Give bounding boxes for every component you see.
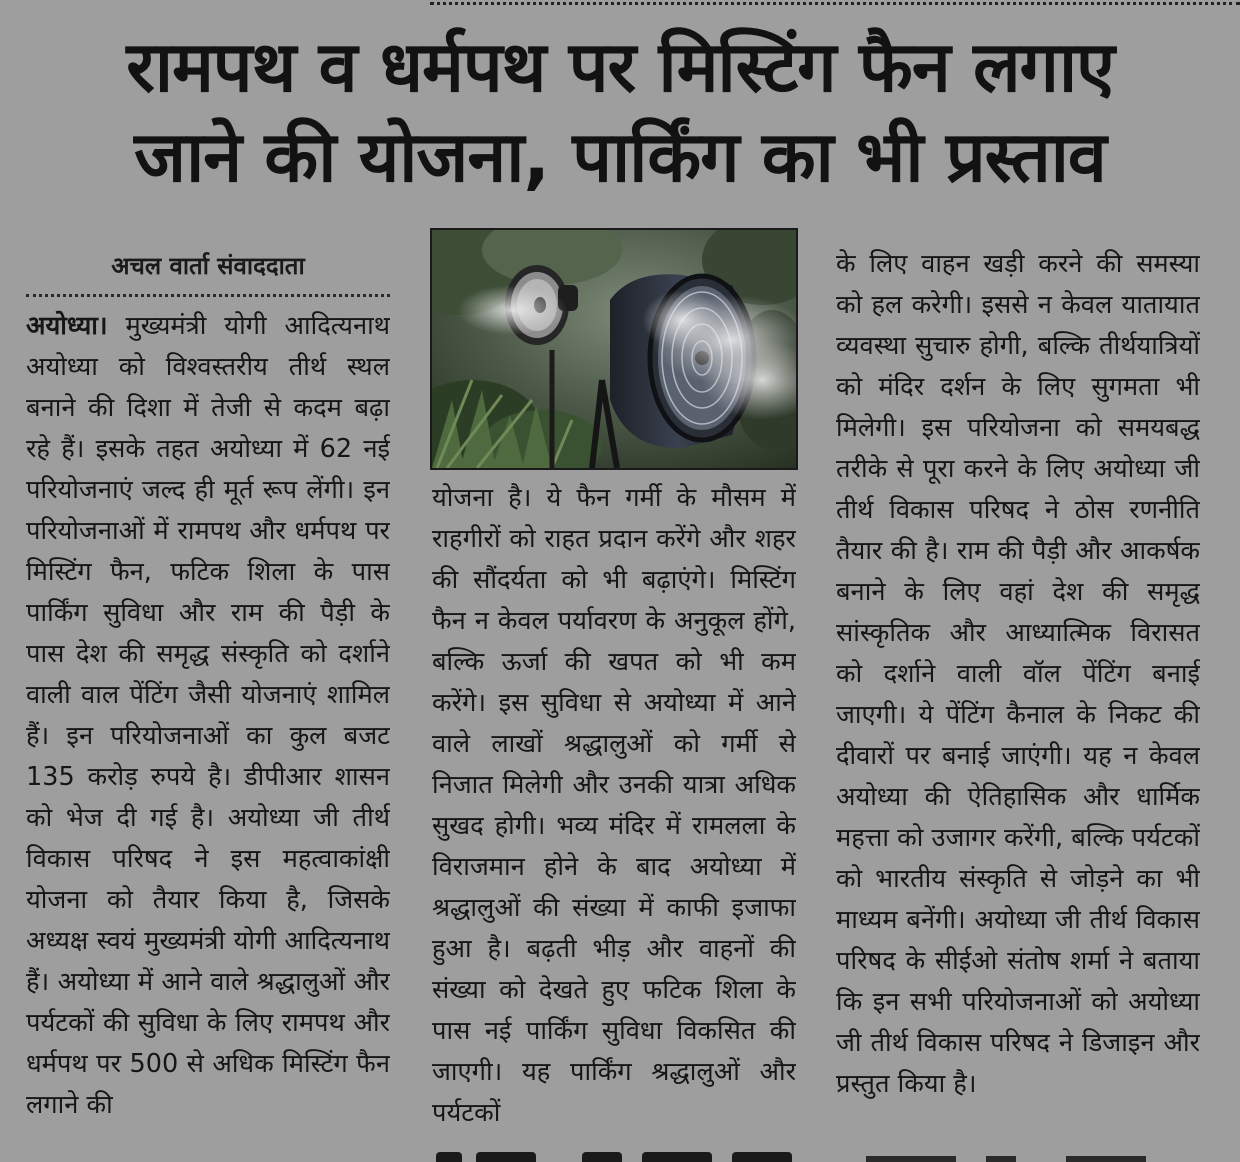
- column-middle-text: योजना है। ये फैन गर्मी के मौसम में राहगीरों को राहत प्रदान करेंगे और शहर की सौंदर्यता को भी बढ़ाएंगे। मिस्टिंग फैन न केवल पर्यावरण के अनुकूल होंगे, बल्कि ऊर्जा की खपत को भी कम करेंगे। इस सुविधा से अयोध्या में आने वाले लाखों श्रद्धालुओं को गर्मी से निजात मिलेगी और उनकी यात्रा अधिक सुखद होगी। भव्य मंदिर में रामलला के विराजमान होने के बाद अयोध्या में श्रद्धालुओं की संख्या में काफी इजाफा हुआ है। बढ़ती भीड़ और वाहनों की संख्या को देखते हुए फटिक शिला के पास नई पार्किंग सुविधा विकसित की जाएगी। यह पार्किंग श्रद्धालुओं और पर्यटकों: [432, 483, 796, 1128]
- misting-fan-photo: [430, 228, 798, 470]
- top-dotted-rule: [430, 2, 1240, 5]
- byline-dotted-rule: [26, 294, 390, 297]
- column-left-text: मुख्यमंत्री योगी आदित्यनाथ अयोध्या को विश्वस्तरीय तीर्थ स्थल बनाने की दिशा में तेजी से कदम बढ़ा रहे हैं। इसके तहत अयोध्या में 62 नई परियोजनाएं जल्द ही मूर्त रूप लेंगी। इन परियोजनाओं में रामपथ और धर्मपथ पर मिस्टिंग फैन, फटिक शिला के पास पार्किंग सुविधा और राम की पैड़ी के पास देश की समृद्ध संस्कृति को दर्शाने वाली वाल पेंटिंग जैसी योजनाएं शामिल हैं। इन परियोजनाओं का कुल बजट 135 करोड़ रुपये है। डीपीआर शासन को भेज दी गई है। अयोध्या जी तीर्थ विकास परिषद ने इस महत्वाकांक्षी योजना को तैयार किया है, जिसके अध्यक्ष स्वयं मुख्यमंत्री योगी आदित्यनाथ हैं। अयोध्या में आने वाले श्रद्धालुओं और पर्यटकों की सुविधा के लिए रामपथ और धर्मपथ पर 500 से अधिक मिस्टिंग फैन लगाने की: [26, 311, 390, 1120]
- column-right-text: के लिए वाहन खड़ी करने की समस्या को हल करेगी। इससे न केवल यातायात व्यवस्था सुचारु होगी, बल्कि तीर्थयात्रियों को मंदिर दर्शन के लिए सुगमता भी मिलेगी। इस परियोजना को समयबद्ध तरीके से पूरा करने के लिए अयोध्या जी तीर्थ विकास परिषद ने ठोस रणनीति तैयार की है। राम की पैड़ी और आकर्षक बनाने के लिए वहां देश की समृद्ध सांस्कृतिक और आध्यात्मिक विरासत को दर्शाने वाली वॉल पेंटिंग बनाई जाएगी। ये पेंटिंग कैनाल के निकट की दीवारों पर बनाई जाएंगी। यह न केवल अयोध्या की ऐतिहासिक और धार्मिक महत्ता को उजागर करेंगी, बल्कि पर्यटकों को भारतीय संस्कृति से जोड़ने का भी माध्यम बनेंगी। अयोध्या जी तीर्थ विकास परिषद के सीईओ संतोष शर्मा ने बताया कि इन सभी परियोजनाओं को अयोध्या जी तीर्थ विकास परिषद ने डिजाइन और प्रस्तुत किया है।: [836, 249, 1200, 1099]
- headline-line-2: जाने की योजना, पार्किंग का भी प्रस्ताव: [134, 116, 1106, 198]
- byline: अचल वार्ता संवाददाता: [111, 251, 305, 280]
- headline: [20, 22, 1220, 202]
- dateline: अयोध्या।: [26, 311, 108, 341]
- next-article-rule-cropped: [836, 1152, 1240, 1162]
- article-column-left: [26, 306, 390, 1162]
- headline-line-1: रामपथ व धर्मपथ पर मिस्टिंग फैन लगाए: [126, 26, 1114, 108]
- article-column-middle: [432, 478, 796, 1128]
- next-article-heading-cropped: [432, 1146, 812, 1162]
- misting-fan-illustration: [432, 230, 796, 468]
- article-column-right: [836, 244, 1200, 1162]
